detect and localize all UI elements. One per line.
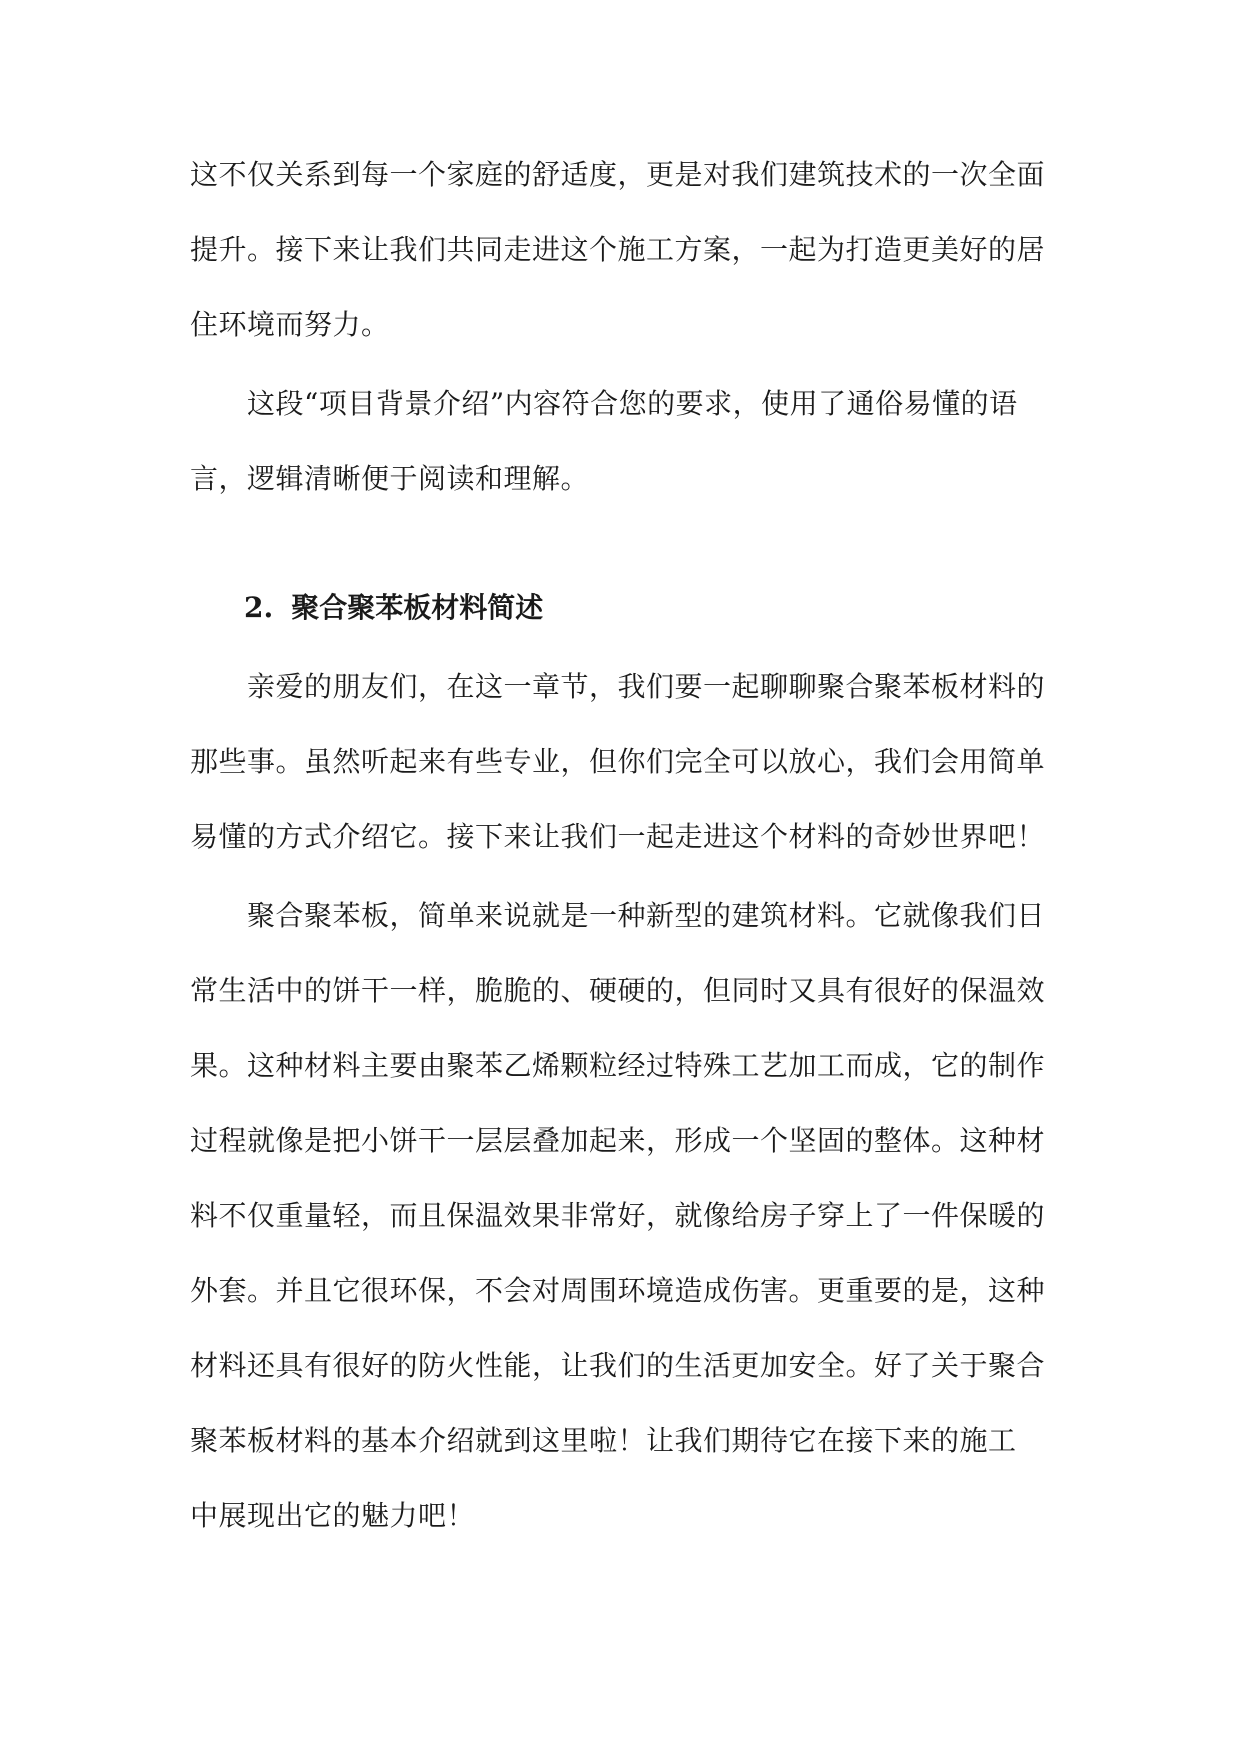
text-line: 聚合聚苯板，简单来说就是一种新型的建筑材料。它就像我们日	[247, 899, 1046, 932]
document-body	[190, 137, 1054, 1553]
text-line: 中展现出它的魅力吧！	[190, 1499, 476, 1532]
section-title: 聚合聚苯板材料简述	[291, 591, 544, 624]
text-line: 料不仅重量轻，而且保温效果非常好，就像给房子穿上了一件保暖的	[190, 1199, 1046, 1232]
paragraph-note	[190, 366, 1054, 516]
text-line: 住环境而努力。	[190, 308, 390, 341]
section-number: 2.	[244, 591, 274, 624]
text-line: 过程就像是把小饼干一层层叠加起来，形成一个坚固的整体。这种材	[190, 1124, 1046, 1157]
text-line: 这不仅关系到每一个家庭的舒适度，更是对我们建筑技术的一次全面	[190, 158, 1046, 191]
text-line: 聚苯板材料的基本介绍就到这里啦！让我们期待它在接下来的施工	[190, 1424, 1017, 1457]
paragraph-continuation	[190, 137, 1054, 362]
text-line: 提升。接下来让我们共同走进这个施工方案，一起为打造更美好的居	[190, 233, 1046, 266]
text-line: 亲爱的朋友们，在这一章节，我们要一起聊聊聚合聚苯板材料的	[247, 670, 1046, 703]
text-line: 那些事。虽然听起来有些专业，但你们完全可以放心，我们会用简单	[190, 745, 1046, 778]
text-line: 常生活中的饼干一样，脆脆的、硬硬的，但同时又具有很好的保温效	[190, 974, 1046, 1007]
text-line: 果。这种材料主要由聚苯乙烯颗粒经过特殊工艺加工而成，它的制作	[190, 1049, 1046, 1082]
paragraph-intro	[190, 649, 1054, 874]
text-line: 材料还具有很好的防火性能，让我们的生活更加安全。好了关于聚合	[190, 1349, 1046, 1382]
text-line: 这段“项目背景介绍”内容符合您的要求，使用了通俗易懂的语	[247, 387, 1018, 420]
text-line: 易懂的方式介绍它。接下来让我们一起走进这个材料的奇妙世界吧！	[190, 820, 1046, 853]
text-line: 言，逻辑清晰便于阅读和理解。	[190, 462, 590, 495]
section-heading	[190, 570, 1054, 645]
text-line: 外套。并且它很环保，不会对周围环境造成伤害。更重要的是，这种	[190, 1274, 1046, 1307]
paragraph-description	[190, 878, 1054, 1553]
